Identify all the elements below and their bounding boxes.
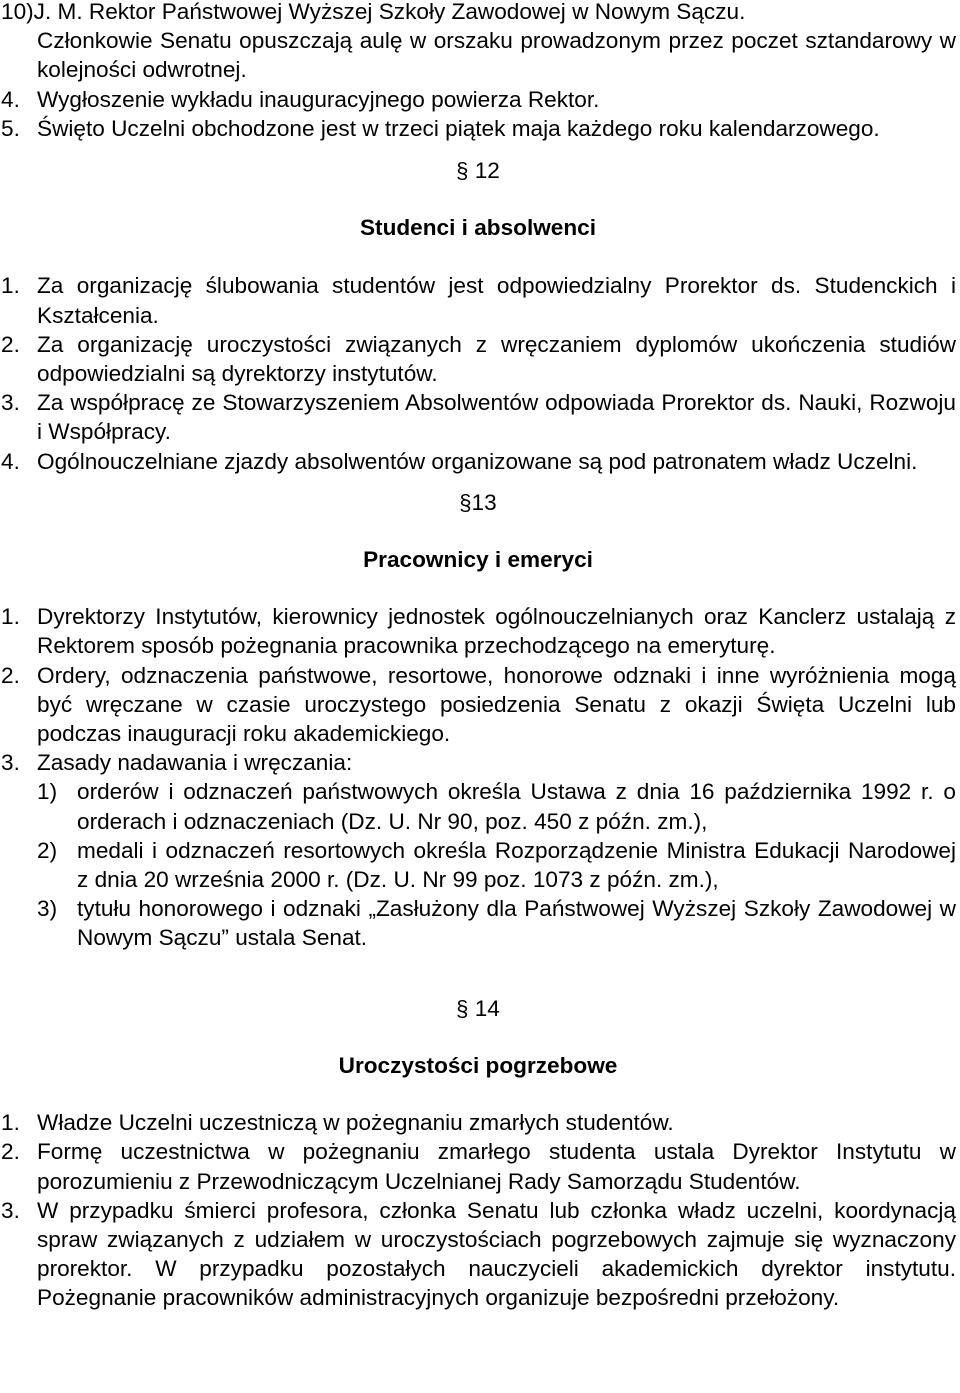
sub-list-item: 2) medali i odznaczeń resortowych określa Rozporządzenie Ministra Edukacji Narodowej z dnia 20 września 2000 r. (Dz. U. Nr 99 poz. 1073 z późn. zm.), [37,837,956,893]
top-section [0,0,956,143]
section-13-title: Pracownicy i emeryci [363,547,593,573]
list-item: 5. Święto Uczelni obchodzone jest w trzeci piątek maja każdego roku kalendarzowego. [1,115,880,141]
sub-list-item: 3) tytułu honorowego i odznaki „Zasłużony dla Państwowej Wyższej Szkoły Zawodowej w Nowym Sączu” ustala Senat. [37,896,956,951]
list-item: 4. Ogólnouczelniane zjazdy absolwentów organizowane są pod patronatem władz Uczelni. [1,448,918,474]
list-item: 2. Za organizację uroczystości związanych z wręczaniem dyplomów ukończenia studiów odpowiedzialni są dyrektorzy instytutów. [1,331,956,387]
list-item: 1. Dyrektorzy Instytutów, kierownicy jednostek ogólnouczelnianych oraz Kanclerz ustalają z Rektorem sposób pożegnania pracownika przechodzącego na emeryturę. [1,604,956,659]
section-12-list [0,271,956,475]
list-item: 3. Za współpracę ze Stowarzyszeniem Absolwentów odpowiada Prorektor ds. Nauki, Rozwoju i Współpracy. [1,390,956,445]
list-item: 2. Ordery, odznaczenia państwowe, resortowe, honorowe odznaki i inne wyróżnienia mogą być wręczane w czasie uroczystego posiedzenia Senatu z okazji Święta Uczelni lub podczas inauguracji roku akademickiego. [1,662,956,747]
list-item: 2. Formę uczestnictwa w pożegnaniu zmarłego studenta ustala Dyrektor Instytutu w porozumieniu z Przewodniczącym Uczelnianej Rady Samorządu Studentów. [1,1139,956,1194]
section-14-title: Uroczystości pogrzebowe [338,1052,618,1078]
section-14-sign: § 14 [456,995,500,1021]
section-13-sign: §13 [459,489,497,515]
sub-list-item: 1) orderów i odznaczeń państwowych określa Ustawa z dnia 16 października 1992 r. o orderach i odznaczeniach (Dz. U. Nr 90, poz. 450 z późn. zm.), [37,779,956,834]
top-line-1: 10)J. M. Rektor Państwowej Wyższej Szkoły Zawodowej w Nowym Sączu. [1,0,746,24]
top-line-2: Członkowie Senatu opuszczają aulę w orszaku prowadzonym przez poczet sztandarowy w kolejności odwrotnej. [37,28,956,83]
list-item: 4. Wygłoszenie wykładu inauguracyjnego powierza Rektor. [1,86,600,112]
list-item: 3. Zasady nadawania i wręczania: [1,750,353,776]
section-13-list [0,602,956,952]
list-item: 1. Za organizację ślubowania studentów jest odpowiedzialny Prorektor ds. Studenckich i Kształcenia. [1,273,956,328]
section-14-list [0,1108,956,1312]
list-item: 1. Władze Uczelni uczestniczą w pożegnaniu zmarłych studentów. [1,1110,674,1136]
section-12-title: Studenci i absolwenci [359,215,597,241]
list-item: 3. W przypadku śmierci profesora, członka Senatu lub członka władz uczelni, koordynacją spraw związanych z udziałem w uroczystościach pogrzebowych zajmuje się wyznaczony prorektor. W przypadku pozostałych nauczycieli akademickich dyrektor instytutu. Pożegnanie pracowników administracyjnych organizuje bezpośredni przełożony. [1,1197,956,1311]
section-12-sign: § 12 [456,158,500,184]
